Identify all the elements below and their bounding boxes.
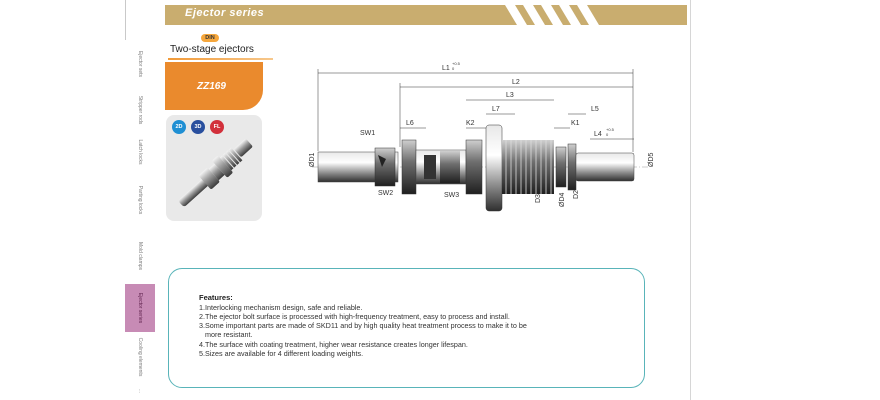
- dim-label-l4-tol: +0.5: [606, 127, 614, 132]
- dim-label-l1-tol: +0.5: [452, 61, 460, 66]
- cad-fl-badge[interactable]: FL: [210, 120, 224, 134]
- dim-label-l5: L5: [591, 106, 599, 113]
- side-tab-mold-clamps[interactable]: [125, 228, 155, 285]
- dim-label-k1: K1: [571, 120, 580, 127]
- dim-label-l1: L1: [442, 65, 450, 72]
- dim-label-l4-tol2: 0: [606, 132, 609, 137]
- subtitle-underline: [168, 58, 273, 60]
- dim-label-k2: K2: [466, 120, 475, 127]
- thread: [502, 140, 554, 194]
- header-stripes-decoration: [505, 5, 605, 25]
- label-sw1: SW1: [360, 130, 376, 137]
- side-tab-column: [125, 40, 155, 400]
- dim-label-l6: L6: [406, 120, 414, 127]
- product-code: ZZ169: [197, 81, 226, 92]
- din-badge: DIN: [201, 34, 219, 42]
- dim-label-l4: L4: [594, 131, 602, 138]
- section-title: Ejector series: [185, 7, 265, 19]
- side-tab-label: ...: [137, 388, 143, 394]
- label-sw2: SW2: [378, 190, 394, 197]
- feature-item: 5.Sizes are available for 4 different loading weights.: [199, 349, 364, 358]
- label-sw3: SW3: [444, 192, 460, 199]
- side-tab-label: Cooling elements: [137, 337, 143, 377]
- label-d1: ØD1: [309, 152, 316, 167]
- dim-label-l2: L2: [512, 79, 520, 86]
- side-tab-more[interactable]: [125, 382, 155, 400]
- dim-label-l7: L7: [492, 106, 500, 113]
- page-edge-divider: [690, 0, 691, 400]
- dim-label-l1-tol2: 0: [452, 66, 455, 71]
- side-tab-label: Ejector series: [137, 292, 143, 324]
- side-tab-ejector-series[interactable]: [125, 284, 155, 333]
- side-tab-label: Mold clamps: [137, 241, 143, 271]
- label-d4: ØD4: [559, 192, 566, 207]
- side-tab-label: Stripper rods: [137, 95, 143, 125]
- side-tab-label: Latch locks: [137, 139, 143, 165]
- label-d2: D2: [573, 190, 580, 199]
- features-title: Features:: [199, 293, 233, 302]
- side-tab-label: Ejector sets: [137, 50, 143, 78]
- dim-label-l3: L3: [506, 92, 514, 99]
- label-d3: D3: [535, 194, 542, 203]
- feature-item: 4.The surface with coating treatment, higher wear resistance creates longer lifespan.: [199, 340, 468, 349]
- side-tab-cooling-elements[interactable]: [125, 332, 155, 383]
- feature-item: 3.Some important parts are made of SKD11 and by high quality heat treatment process to make it to be: [199, 321, 527, 330]
- technical-drawing: [290, 55, 690, 235]
- feature-item: 1.Interlocking mechanism design, safe and reliable.: [199, 303, 363, 312]
- side-tab-parting-locks[interactable]: [125, 172, 155, 229]
- side-tab-stripper-rods[interactable]: [125, 88, 155, 133]
- cad-3d-badge[interactable]: 3D: [191, 120, 205, 134]
- side-tab-latch-locks[interactable]: [125, 132, 155, 173]
- side-tab-ejector-sets[interactable]: [125, 40, 155, 89]
- product-subtitle: Two-stage ejectors: [170, 44, 254, 55]
- feature-item: more resistant.: [199, 330, 253, 339]
- cad-2d-badge[interactable]: 2D: [172, 120, 186, 134]
- label-d5: ØD5: [648, 152, 655, 167]
- side-tab-label: Parting locks: [137, 185, 143, 215]
- feature-item: 2.The ejector bolt surface is processed with high-frequency treatment, easy to process and install.: [199, 312, 510, 321]
